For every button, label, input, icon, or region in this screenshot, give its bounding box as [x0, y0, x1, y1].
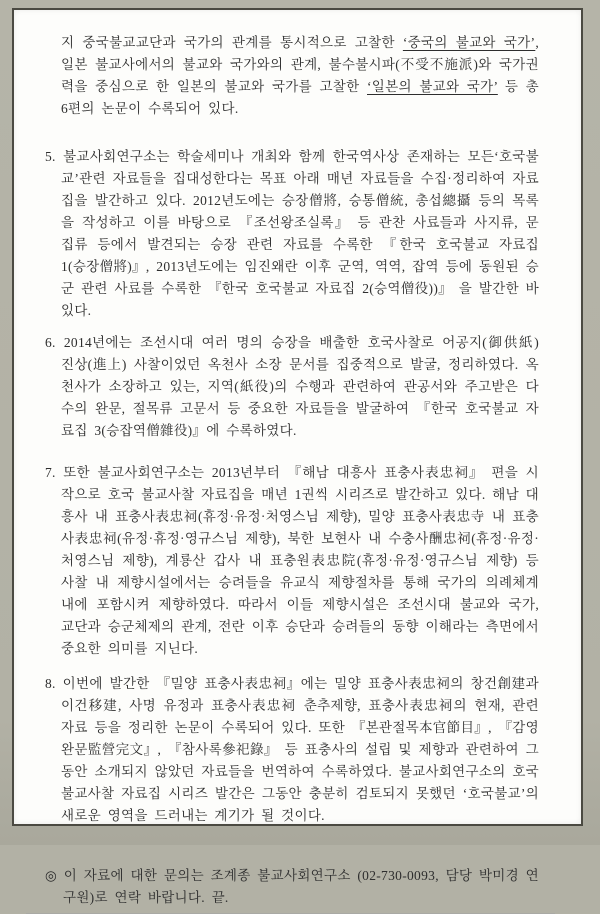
paragraph-number: 5.: [45, 149, 64, 164]
numbered-paragraph: [45, 146, 539, 322]
document-body: [45, 32, 539, 827]
contact-notice: [45, 865, 539, 909]
paragraph-text: , 일본 불교사에서의 불교와 국가와의 관계, 불수불시파(不受不施派)와 국가권력을 중심으로 한 일본의 불교와 국가를 고찰한: [61, 35, 540, 94]
underlined-title: ‘중국의 불교와 국가’: [402, 35, 536, 50]
paragraph-text: 등 총 6편의 논문이 수록되어 있다.: [61, 79, 540, 116]
paragraph-number: 8.: [45, 676, 63, 691]
contact-notice-text: 이 자료에 대한 문의는 조계종 불교사회연구소 (02-730-0093, 담당 박미경 연구원)로 연락 바랍니다. 끝.: [63, 868, 539, 905]
paragraph-text: 지 중국불교교단과 국가의 관계를 통시적으로 고찰한: [61, 35, 403, 50]
paragraph-text: 또한 불교사회연구소는 2013년부터 『해남 대흥사 표충사表忠祠』 편을 시작으로 호국 불교사찰 자료집을 매년 1권씩 시리즈로 발간하고 있다. 해남 대흥사 내 표충사表忠祠(휴정·유정·처영스님 제향), 밀양 표충사表忠寺 내 표충사表忠祠(유정·휴정·영규스님 제향), 북한 보현사 내 수충사酬忠祠(휴정·유정·처영스님 제향), 계룡산 갑사 내 표충원表忠院(휴정·유정·영규스님 제향) 등 사찰 내 제향시설에서는 승려들을 유교식 제향절차를 통해 국가의 의례체계 내에 포함시켜 제향하였다. 따라서 이들 제향시설은 조선시대 불교와 국가, 교단과 승군체제의 관계, 전란 이후 승단과 승려들의 동향 이해라는 측면에서 중요한 의미를 지닌다.: [61, 465, 539, 656]
bullseye-bullet-icon: ◎: [45, 868, 64, 883]
numbered-paragraph: [45, 673, 539, 827]
document-content: [14, 10, 581, 914]
paragraph-number: 6.: [45, 335, 64, 350]
paragraph-text: 불교사회연구소는 학술세미나 개최와 함께 한국역사상 존재하는 모든‘호국불교’관련 자료들을 집대성한다는 목표 아래 매년 자료들을 수집·정리하여 자료집을 발간하고 있다. 2012년도에는 승장僧將, 승통僧統, 총섭總攝 등의 목록을 작성하고 이를 바탕으로 『조선왕조실록』 등 관찬 사료들과 사지류, 문집류 등에서 발견되는 승장 관련 자료를 수록한 『한국 호국불교 자료집 1(승장僧將)』, 2013년도에는 임진왜란 이후 군역, 역역, 잡역 등에 동원된 승군 관련 사료를 수록한 『한국 호국불교 자료집 2(승역僧役))』 을 발간한 바 있다.: [61, 149, 539, 318]
paragraph-number: 7.: [45, 465, 64, 480]
document-page: [12, 8, 583, 905]
continued-paragraph: [45, 32, 539, 120]
paragraph-text: 2014년에는 조선시대 여러 명의 승장을 배출한 호국사찰로 어공지(御供紙) 진상(進上) 사찰이었던 옥천사 소장 문서를 집중적으로 발굴, 정리하였다. 옥천사가 소장하고 있는, 지역(紙役)의 수행과 관련하여 관공서와 주고받은 다수의 완문, 절목류 고문서 등 중요한 자료들을 발굴하여 『한국 호국불교 자료집 3(승잡역僧雜役)』에 수록하였다.: [61, 335, 539, 438]
numbered-paragraph: [45, 462, 539, 660]
underlined-title: ‘일본의 불교와 국가’: [367, 79, 498, 94]
numbered-paragraph: [45, 332, 539, 442]
paragraph-text: 이번에 발간한 『밀양 표충사表忠祠』에는 밀양 표충사表忠祠의 창건創建과 이건移建, 사명 유정과 표충사表忠祠 춘추제향, 표충사表忠祠의 현재, 관련 자료 등을 정리한 논문이 수록되어 있다. 또한 『본관절목本官節目』, 『감영완문監營完文』, 『참사록參祀錄』 등 표충사의 설립 및 제향과 관련하여 그 동안 소개되지 않았던 자료들을 번역하여 수록하였다. 불교사회연구소의 호국불교사찰 자료집 시리즈 발간은 그동안 충분히 검토되지 못했던 ‘호국불교’의 새로운 영역을 드러내는 계기가 될 것이다.: [61, 676, 539, 823]
